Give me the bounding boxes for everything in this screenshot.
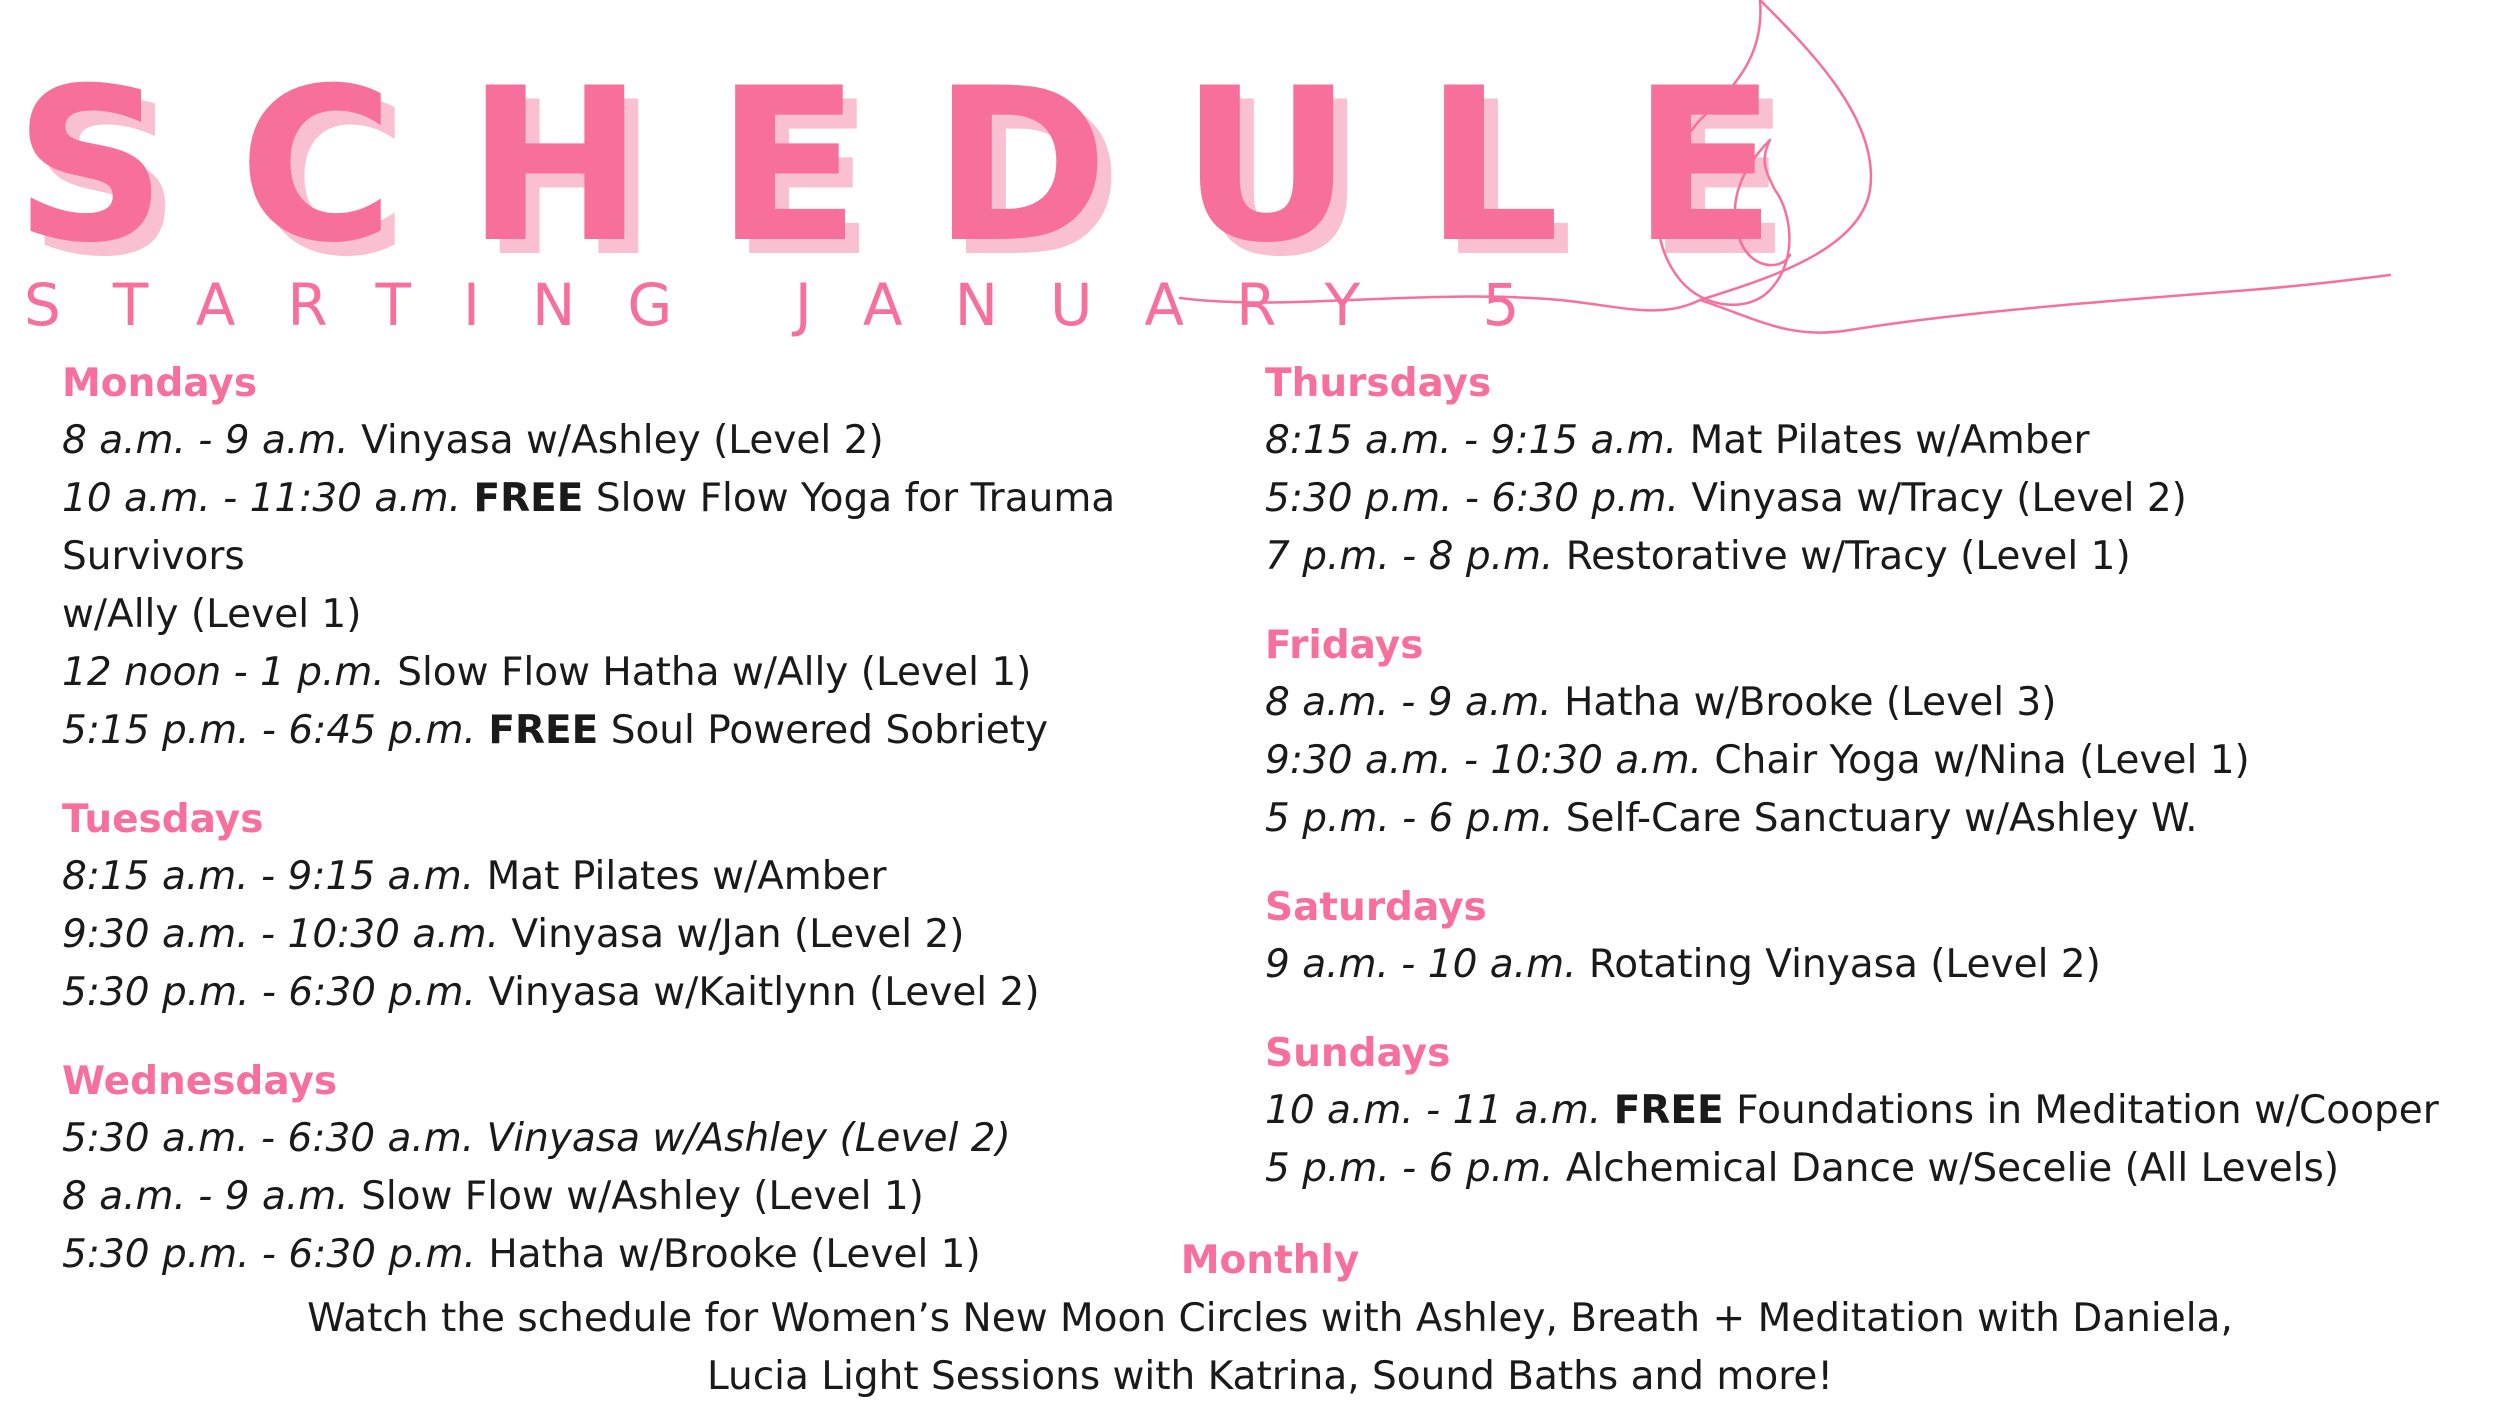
page-title: SCHEDULE bbox=[14, 42, 1849, 289]
monthly-heading: Monthly bbox=[1180, 1238, 1360, 1283]
class-description: Chair Yoga w/Nina (Level 1) bbox=[1714, 738, 2250, 783]
class-description: Mat Pilates w/Amber bbox=[486, 854, 887, 899]
class-description: Mat Pilates w/Amber bbox=[1689, 418, 2090, 463]
free-label: FREE bbox=[1613, 1088, 1724, 1133]
class-time: 9 a.m. - 10 a.m. bbox=[1265, 942, 1577, 987]
class-description: Rotating Vinyasa (Level 2) bbox=[1588, 942, 2101, 987]
class-time: 5:30 p.m. - 6:30 p.m. bbox=[62, 970, 476, 1015]
class-item bbox=[62, 412, 1272, 470]
class-item bbox=[62, 470, 1272, 586]
class-time: 8 a.m. - 9 a.m. bbox=[62, 1174, 349, 1219]
class-time: 8 a.m. - 9 a.m. bbox=[1265, 680, 1552, 725]
class-description: Hatha w/Brooke (Level 3) bbox=[1564, 680, 2057, 725]
day-heading: Thursdays bbox=[1265, 361, 1492, 406]
monthly-section bbox=[0, 1232, 2500, 1406]
class-description: Slow Flow w/Ashley (Level 1) bbox=[361, 1174, 924, 1219]
class-item bbox=[1265, 674, 2475, 732]
class-time: 12 noon - 1 p.m. bbox=[62, 650, 385, 695]
class-item bbox=[1265, 470, 2475, 528]
class-time: 5:15 p.m. - 6:45 p.m. bbox=[62, 708, 476, 753]
class-description: Soul Powered Sobriety bbox=[610, 708, 1049, 753]
day-heading: Saturdays bbox=[1265, 885, 1487, 930]
class-item bbox=[1265, 936, 2475, 994]
class-item bbox=[62, 848, 1272, 906]
monthly-line: Lucia Light Sessions with Katrina, Sound Baths and more! bbox=[706, 1354, 1834, 1399]
class-time: 9:30 a.m. - 10:30 a.m. bbox=[1265, 738, 1702, 783]
class-time: 5:30 p.m. - 6:30 p.m. bbox=[1265, 476, 1679, 521]
class-time: 7 p.m. - 8 p.m. bbox=[1265, 534, 1554, 579]
class-item bbox=[62, 644, 1272, 702]
class-time: 8 a.m. - 9 a.m. bbox=[62, 418, 349, 463]
day-block-mondays bbox=[62, 356, 1272, 760]
class-item bbox=[62, 586, 1272, 644]
day-block-sundays bbox=[1265, 1026, 2475, 1198]
class-description: Restorative w/Tracy (Level 1) bbox=[1565, 534, 2131, 579]
class-time: 5:30 p.m. - 6:30 p.m. bbox=[62, 1232, 476, 1277]
class-description: Vinyasa w/Jan (Level 2) bbox=[511, 912, 965, 957]
day-heading: Wednesdays bbox=[62, 1059, 338, 1104]
free-label: FREE bbox=[473, 476, 584, 521]
class-item bbox=[62, 964, 1272, 1022]
class-description: Vinyasa w/Ashley (Level 2) bbox=[361, 418, 884, 463]
class-item bbox=[62, 702, 1272, 760]
class-description: Vinyasa w/Tracy (Level 2) bbox=[1691, 476, 2187, 521]
class-time: 5 p.m. - 6 p.m. bbox=[1265, 1146, 1554, 1191]
class-time: 9:30 a.m. - 10:30 a.m. bbox=[62, 912, 499, 957]
class-time: 10 a.m. - 11 a.m. bbox=[1265, 1088, 1602, 1133]
free-label: FREE bbox=[488, 708, 599, 753]
class-time: 5:30 a.m. - 6:30 a.m. bbox=[62, 1116, 475, 1161]
schedule-column-left bbox=[62, 356, 1272, 1316]
day-heading: Fridays bbox=[1265, 623, 1424, 668]
class-item bbox=[1265, 1140, 2475, 1198]
class-time: 10 a.m. - 11:30 a.m. bbox=[62, 476, 462, 521]
monthly-line: Watch the schedule for Women’s New Moon Circles with Ashley, Breath + Meditation with Daniela, bbox=[307, 1296, 2233, 1341]
class-item bbox=[62, 1110, 1272, 1168]
class-description: Vinyasa w/Kaitlynn (Level 2) bbox=[488, 970, 1040, 1015]
class-description: Slow Flow Yoga for Trauma Survivors bbox=[62, 476, 1116, 579]
day-block-saturdays bbox=[1265, 880, 2475, 994]
class-description: Alchemical Dance w/Secelie (All Levels) bbox=[1565, 1146, 2340, 1191]
class-item bbox=[1265, 1082, 2475, 1140]
class-item bbox=[1265, 790, 2475, 848]
class-description: Slow Flow Hatha w/Ally (Level 1) bbox=[397, 650, 1032, 695]
page-subtitle: STARTING JANUARY 5 bbox=[24, 271, 1572, 339]
day-block-tuesdays bbox=[62, 792, 1272, 1022]
class-time: 8:15 a.m. - 9:15 a.m. bbox=[62, 854, 475, 899]
class-item bbox=[62, 1168, 1272, 1226]
class-description: Vinyasa w/Ashley (Level 2) bbox=[486, 1116, 1011, 1161]
day-heading: Tuesdays bbox=[62, 797, 264, 842]
class-item bbox=[62, 906, 1272, 964]
class-time: 5 p.m. - 6 p.m. bbox=[1265, 796, 1554, 841]
class-description: Self-Care Sanctuary w/Ashley W. bbox=[1565, 796, 2198, 841]
class-item bbox=[1265, 412, 2475, 470]
class-description: Foundations in Meditation w/Cooper bbox=[1736, 1088, 2439, 1133]
day-block-thursdays bbox=[1265, 356, 2475, 586]
day-block-fridays bbox=[1265, 618, 2475, 848]
day-heading: Mondays bbox=[62, 361, 258, 406]
class-description: Hatha w/Brooke (Level 1) bbox=[488, 1232, 981, 1277]
day-heading: Sundays bbox=[1265, 1031, 1451, 1076]
class-item bbox=[1265, 528, 2475, 586]
class-time: 8:15 a.m. - 9:15 a.m. bbox=[1265, 418, 1678, 463]
class-item bbox=[1265, 732, 2475, 790]
schedule-column-right bbox=[1265, 356, 2475, 1230]
class-description: w/Ally (Level 1) bbox=[62, 592, 362, 637]
